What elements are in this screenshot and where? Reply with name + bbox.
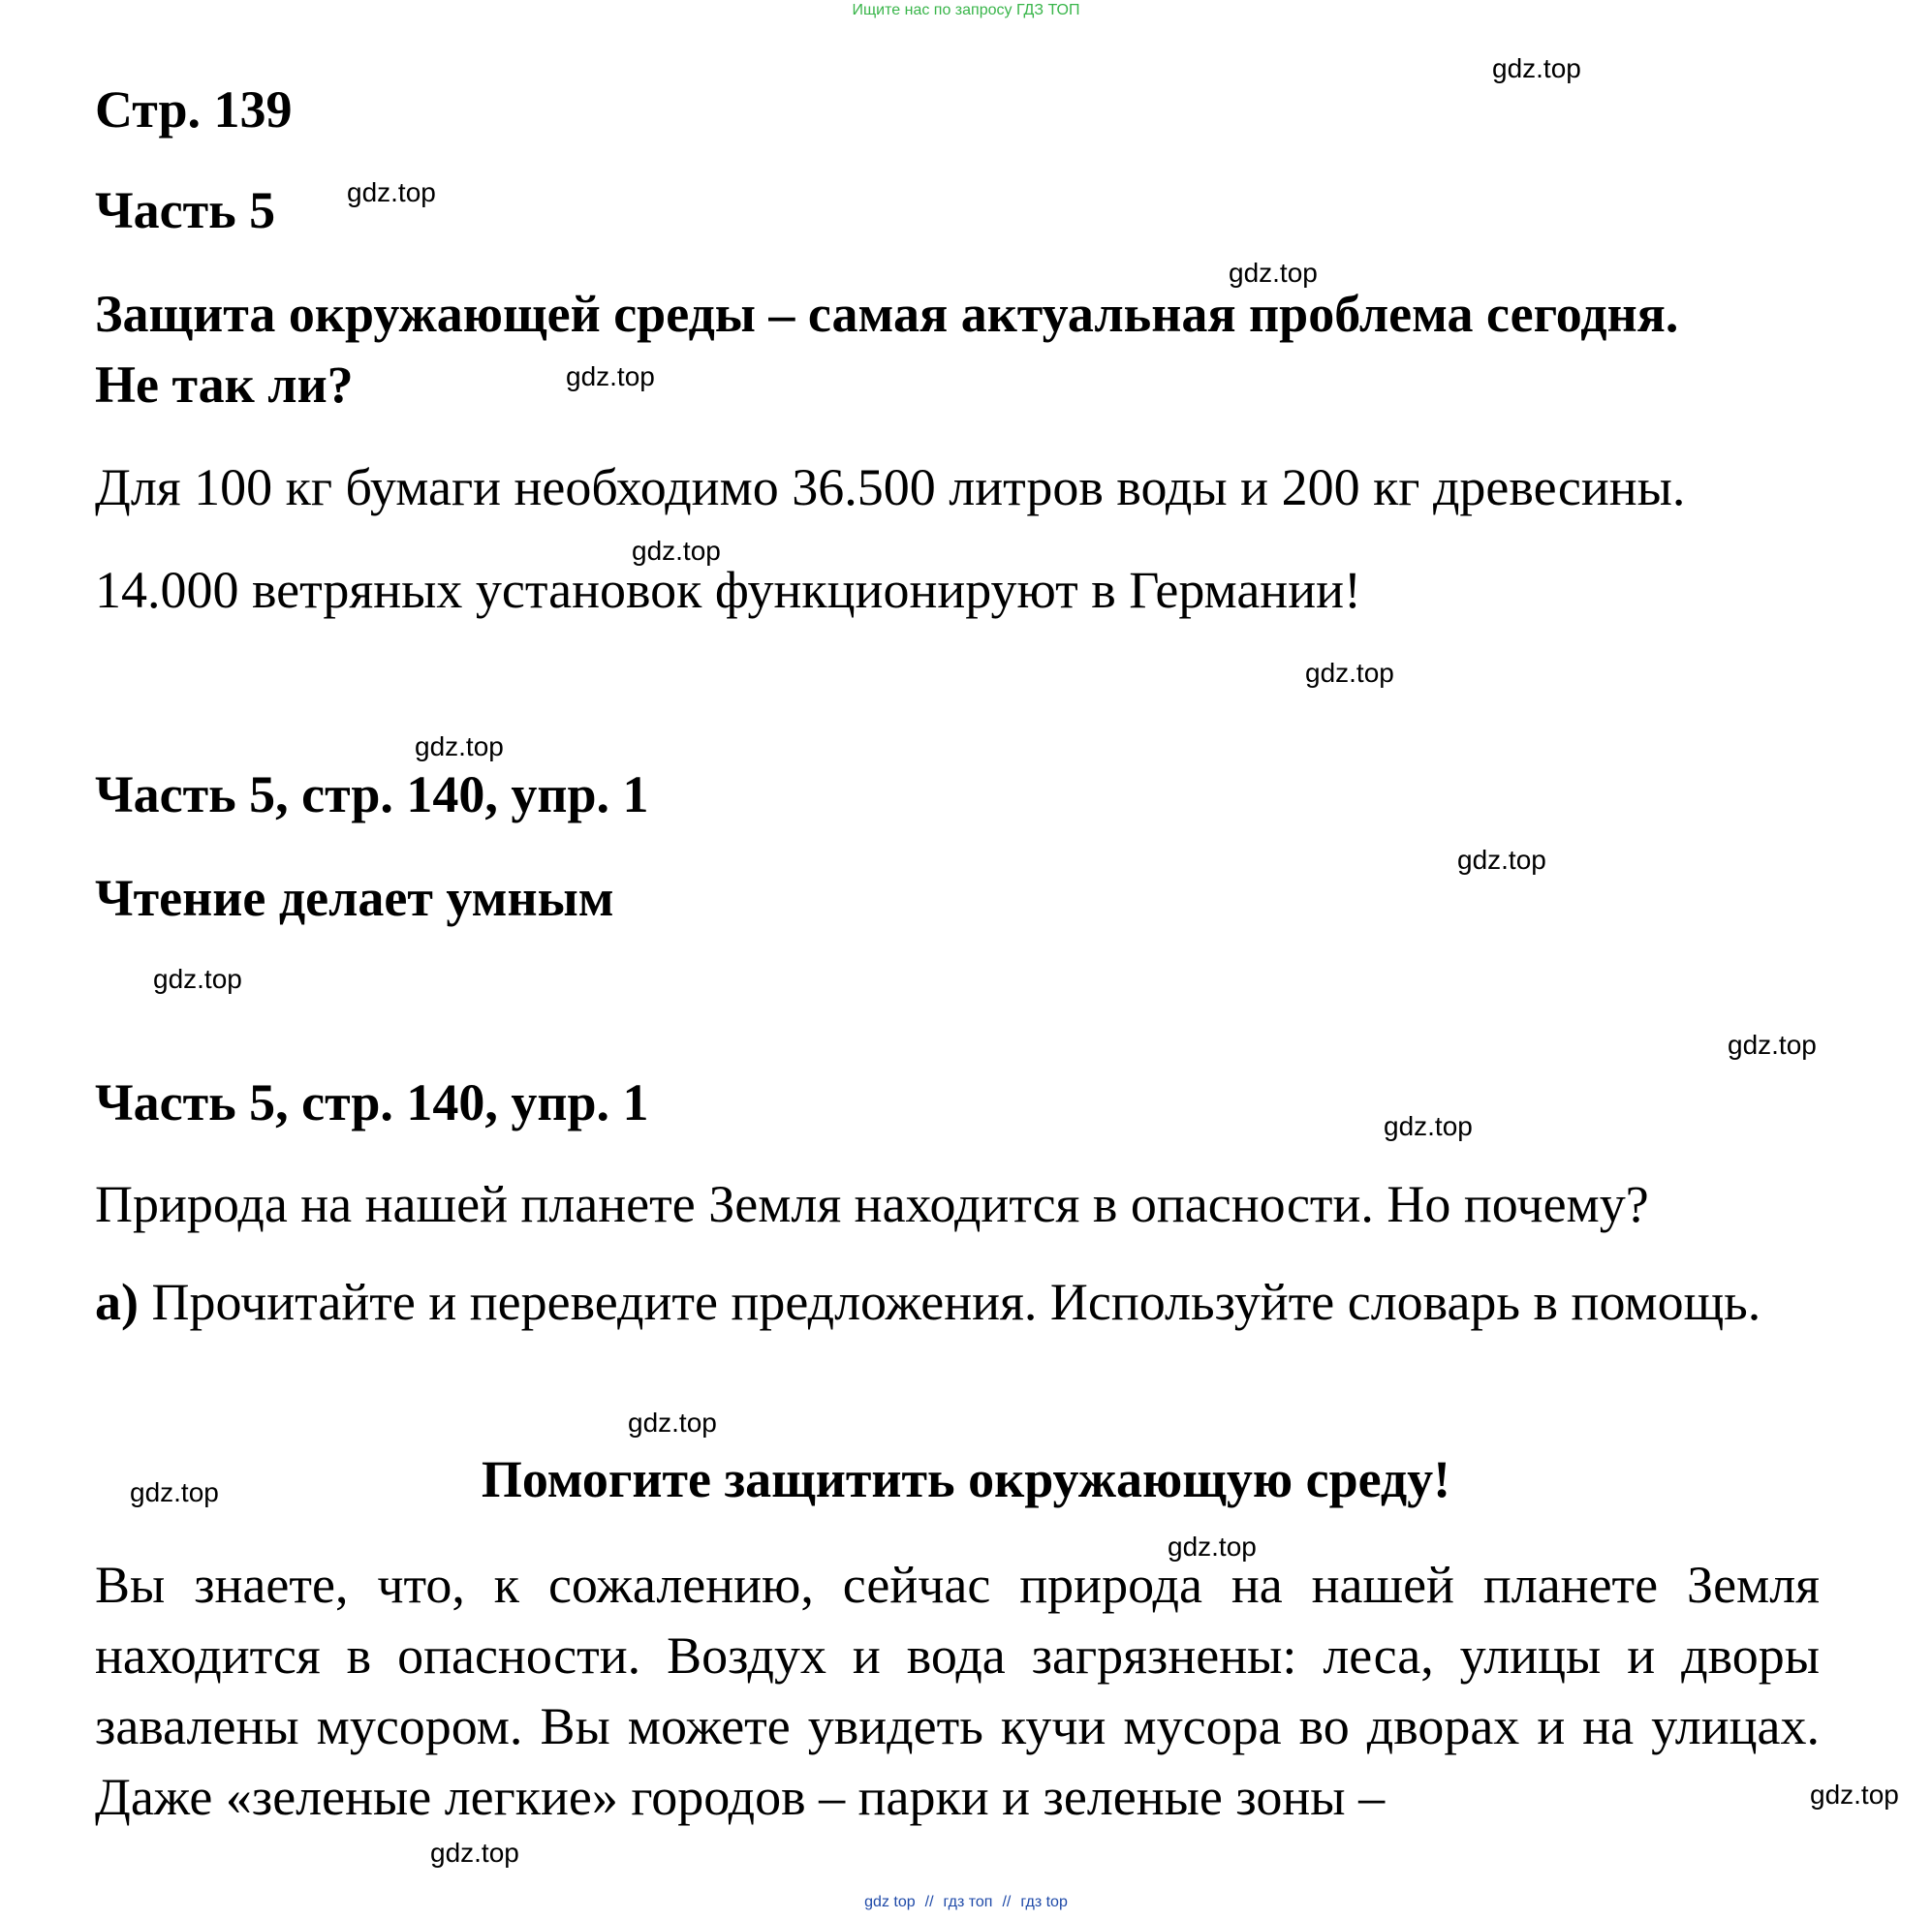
footer-separator: // <box>924 1894 934 1910</box>
watermark: gdz.top <box>1492 53 1581 83</box>
watermark: gdz.top <box>1384 1111 1473 1141</box>
watermark: gdz.top <box>1305 658 1394 688</box>
watermark: gdz.top <box>1168 1532 1257 1562</box>
fact-wind: 14.000 ветряных установок функционируют в Германии! <box>95 561 1361 619</box>
part-heading: Часть 5 <box>95 181 276 239</box>
top-banner: Ищите нас по запросу ГДЗ ТОП <box>852 2 1080 18</box>
page-heading: Стр. 139 <box>95 80 293 139</box>
text-title: Помогите защитить окружающую среду! <box>481 1450 1451 1508</box>
watermark: gdz.top <box>628 1408 717 1438</box>
footer-item: гдз топ <box>943 1894 993 1910</box>
watermark: gdz.top <box>1810 1780 1899 1810</box>
fact-paper: Для 100 кг бумаги необходимо 36.500 литров воды и 200 кг древесины. <box>95 458 1686 516</box>
watermark: gdz.top <box>415 731 504 761</box>
text-paragraph: Вы знаете, что, к сожалению, сейчас природа на нашей планете Земля находится в опасности. Воздух и вода загрязнены: леса, улицы и дворы завалены мусором. Вы можете увидеть кучи мусора во дворах и на улицах. Даже «зеленые легкие» городов – парки и зеленые зоны – <box>95 1556 1820 1826</box>
task-a-label: а) <box>95 1273 139 1331</box>
watermark: gdz.top <box>1457 845 1546 875</box>
watermark: gdz.top <box>430 1838 519 1868</box>
exercise-title: Чтение делает умным <box>95 869 614 927</box>
watermark: gdz.top <box>632 536 721 566</box>
watermark: gdz.top <box>1229 258 1318 288</box>
watermark: gdz.top <box>1728 1030 1817 1060</box>
footer-separator: // <box>1002 1894 1012 1910</box>
exercise-heading: Часть 5, стр. 140, упр. 1 <box>95 1073 649 1131</box>
intro-question: Природа на нашей планете Земля находится в опасности. Но почему? <box>95 1175 1649 1233</box>
task-a-text: Прочитайте и переведите предложения. Используйте словарь в помощь. <box>151 1273 1761 1331</box>
task-a <box>95 1267 1820 1338</box>
watermark: gdz.top <box>566 361 655 391</box>
exercise-heading: Часть 5, стр. 140, упр. 1 <box>95 765 649 823</box>
topic-title-line1: Защита окружающей среды – самая актуальная проблема сегодня. <box>95 285 1679 343</box>
watermark: gdz.top <box>130 1477 219 1507</box>
footer-item: гдз top <box>1020 1894 1068 1910</box>
watermark: gdz.top <box>347 177 436 207</box>
footer-item: gdz top <box>864 1894 916 1910</box>
footer-links <box>0 1894 1932 1911</box>
watermark: gdz.top <box>153 964 242 994</box>
topic-title-line2: Не так ли? <box>95 356 354 414</box>
